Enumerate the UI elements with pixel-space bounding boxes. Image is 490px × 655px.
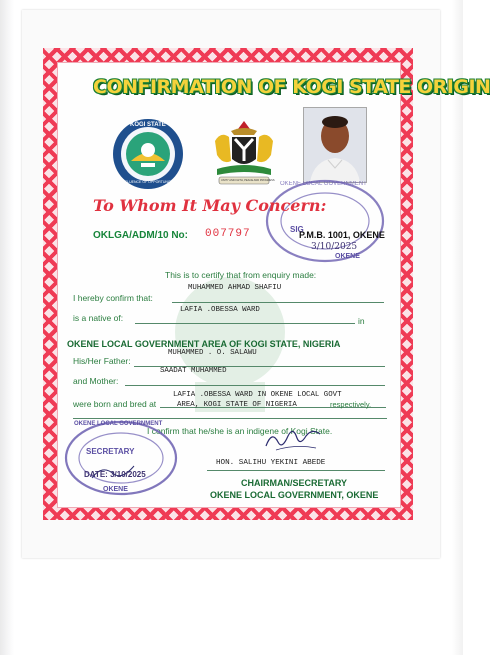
- official-stamp-top: [263, 176, 387, 266]
- ref-number: 007797: [205, 228, 251, 240]
- father-label: His/Her Father:: [73, 356, 131, 366]
- logo-ring-text-bottom: CONFLUENCE OF OPPORTUNITIES: [117, 180, 177, 184]
- confirm-line: [172, 302, 384, 303]
- stamp-top-sig: SIG: [290, 225, 304, 234]
- bred-value-2: AREA, KOGI STATE OF NIGERIA: [177, 401, 297, 409]
- intro-text: This is to certify that from enquiry made:: [165, 270, 317, 280]
- bred-suffix: respectively.: [330, 400, 372, 409]
- bred-value-1: LAFIA .OBESSA WARD IN OKENE LOCAL GOVT: [173, 391, 342, 399]
- passport-photo: [303, 107, 367, 183]
- native-label: is a native of:: [73, 313, 124, 323]
- stamp-bottom-place: OKENE: [103, 486, 128, 493]
- salutation: To Whom It May Concern:: [93, 196, 327, 215]
- signatory-name: HON. SALIHU YEKINI ABEDE: [216, 459, 326, 467]
- mother-value: SAADAT MUHAMMED: [160, 367, 227, 375]
- father-value: MUHAMMED . O. SALAWU: [168, 349, 257, 357]
- mother-label: and Mother:: [73, 376, 119, 386]
- confirm-label: I hereby confirm that:: [73, 293, 153, 303]
- native-line: [135, 323, 355, 324]
- signatory-line: [207, 470, 385, 471]
- certificate-title: CONFIRMATION OF KOGI STATE ORIGIN: [93, 76, 490, 98]
- signature-image: [262, 426, 324, 454]
- stamp-top-place: OKENE: [335, 253, 360, 260]
- native-value: LAFIA .OBESSA WARD: [180, 306, 260, 314]
- portrait-image: [304, 108, 366, 182]
- logo-ring-text: KOGI STATE: [130, 122, 166, 128]
- native-suffix: in: [358, 316, 365, 326]
- stamp-top-date: 3/10/2025: [311, 242, 358, 252]
- confirm-value: MUHAMMED AHMAD SHAFIU: [188, 284, 282, 292]
- stamp-top-ring: OKENE LOCAL GOVERNMENT: [280, 181, 367, 187]
- lga-heading: OKENE LOCAL GOVERNMENT AREA OF KOGI STATE, NIGERIA: [67, 339, 341, 349]
- ref-label: OKLGA/ADM/10 No:: [93, 230, 188, 241]
- bred-label: were born and bred at: [73, 399, 157, 409]
- mother-line: [125, 385, 385, 386]
- stamp-bottom-title: SECRETARY: [86, 447, 135, 456]
- stamp-bottom-ring: OKENE LOCAL GOVERNMENT: [74, 421, 163, 427]
- signatory-title: CHAIRMAN/SECRETARY: [241, 478, 348, 488]
- arms-motto: UNITY AND FAITH, PEACE AND PROGRESS: [221, 179, 275, 182]
- pmb-address: P.M.B. 1001, OKENE: [299, 230, 385, 240]
- signatory-org: OKENE LOCAL GOVERNMENT, OKENE: [210, 490, 379, 500]
- stamp-bottom-date: DATE: 3/10/2025: [84, 470, 146, 479]
- indigene-text: I confirm that he/she is an indigene of Kogi State.: [147, 426, 333, 436]
